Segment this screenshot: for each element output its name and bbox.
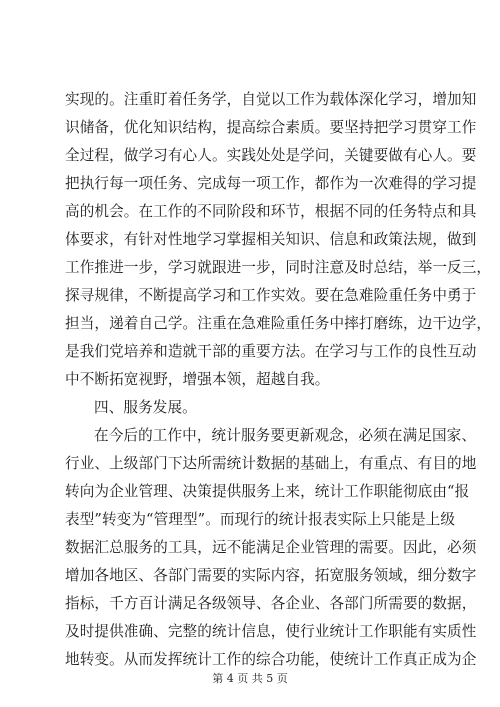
paragraph-first-line: 在今后的工作中，统计服务要更新观念，必须在满足国家、 — [94, 427, 477, 444]
text-line: 地转变。从而发挥统计工作的综合功能，使统计工作真正成为企 — [65, 651, 477, 668]
text-line: 增加各地区、各部门需要的实际内容，拓宽服务领域，细分数字 — [65, 567, 477, 584]
page-number: 第 4 页 共 5 页 — [212, 672, 288, 685]
text-line: 探寻规律，不断提高学习和工作实效。要在急难险重任务中勇于 — [65, 287, 477, 304]
text-line: 指标，千方百计满足各级领导、各企业、各部门所需要的数据， — [65, 595, 477, 612]
text-line: 全过程，做学习有心人。实践处处是学问，关键要做有心人。要 — [65, 147, 477, 164]
text-line: 是我们党培养和造就干部的重要方法。在学习与工作的良性互动 — [65, 343, 477, 360]
text-line: 实现的。注重盯着任务学，自觉以工作为载体深化学习，增加知 — [65, 91, 477, 108]
text-line: 担当，递着自己学。注重在急难险重任务中摔打磨练，边干边学， — [65, 315, 492, 332]
text-line: 转向为企业管理、决策提供服务上来，统计工作职能彻底由“报 — [65, 483, 470, 500]
text-line: 表型”转变为“管理型”。而现行的统计报表实际上只能是上级 — [65, 511, 456, 528]
text-line: 体要求，有针对性地学习掌握相关知识、信息和政策法规，做到 — [65, 231, 477, 248]
page-footer — [0, 672, 500, 686]
text-line: 识储备，优化知识结构，提高综合素质。要坚持把学习贯穿工作 — [65, 119, 477, 136]
text-line: 行业、上级部门下达所需统计数据的基础上，有重点、有目的地 — [65, 455, 477, 472]
text-line: 工作推进一步，学习就跟进一步，同时注意及时总结，举一反三， — [65, 259, 492, 276]
section-heading: 四、服务发展。 — [94, 399, 197, 416]
text-line: 数据汇总服务的工具，远不能满足企业管理的需要。因此，必须 — [65, 539, 477, 556]
text-line: 把执行每一项任务、完成每一项工作，都作为一次难得的学习提 — [65, 175, 477, 192]
document-body — [65, 86, 492, 674]
text-line: 高的机会。在工作的不同阶段和环节，根据不同的任务特点和具 — [65, 203, 477, 220]
text-line: 中不断拓宽视野，增强本领，超越自我。 — [65, 371, 330, 388]
text-line: 及时提供准确、完整的统计信息，使行业统计工作职能有实质性 — [65, 623, 477, 640]
